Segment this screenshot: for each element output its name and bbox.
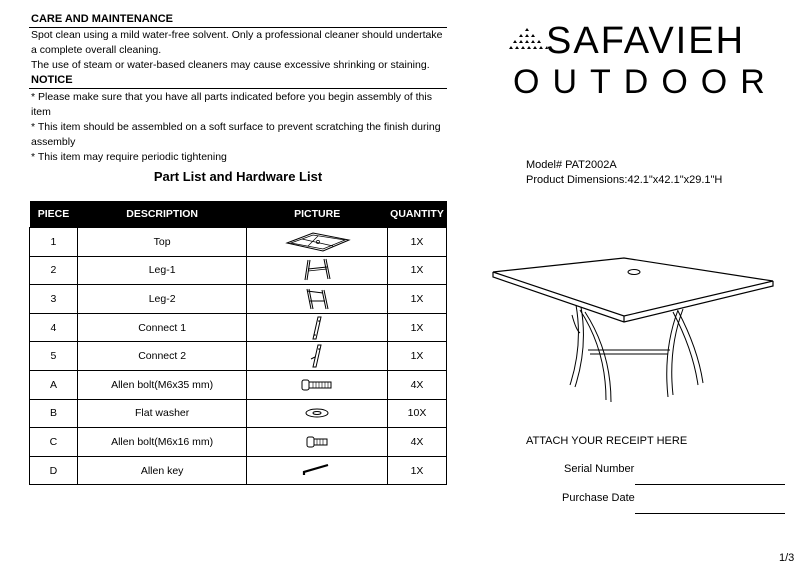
picture-cell xyxy=(247,256,388,285)
table-row xyxy=(30,285,447,314)
description-cell: Allen bolt(M6x16 mm) xyxy=(77,428,246,457)
piece-cell: D xyxy=(30,456,78,485)
care-text xyxy=(31,28,442,73)
notice-title: NOTICE xyxy=(31,74,73,86)
header-quantity: QUANTITY xyxy=(387,201,446,228)
washer-icon xyxy=(303,407,331,419)
description-cell: Top xyxy=(77,228,246,257)
brand-subtitle: OUTDOOR xyxy=(513,63,778,101)
care-line: The use of steam or water-based cleaners may cause excessive shrinking or staining. xyxy=(31,59,430,71)
picture-cell xyxy=(247,399,388,428)
picture-cell xyxy=(247,456,388,485)
notice-line: * This item may require periodic tightening xyxy=(31,151,227,163)
piece-cell: A xyxy=(30,370,78,399)
quantity-cell: 1X xyxy=(387,285,446,314)
description-cell: Flat washer xyxy=(77,399,246,428)
description-cell: Leg-2 xyxy=(77,285,246,314)
piece-cell: 2 xyxy=(30,256,78,285)
connect-2-icon xyxy=(307,343,327,369)
description-cell: Connect 2 xyxy=(77,342,246,371)
description-cell: Connect 1 xyxy=(77,313,246,342)
table-row xyxy=(30,370,447,399)
parts-title: Part List and Hardware List xyxy=(153,169,323,184)
brand-name: SAFAVIEH xyxy=(546,20,746,62)
picture-cell xyxy=(247,313,388,342)
picture-cell xyxy=(247,228,388,257)
connect-1-icon xyxy=(307,315,327,341)
notice-line: assembly xyxy=(31,136,76,148)
leg-1-icon xyxy=(302,257,332,283)
piece-cell: 1 xyxy=(30,228,78,257)
table-row xyxy=(30,228,447,257)
piece-cell: 3 xyxy=(30,285,78,314)
notice-text xyxy=(31,90,447,165)
table-row xyxy=(30,399,447,428)
receipt-title: ATTACH YOUR RECEIPT HERE xyxy=(526,435,688,447)
quantity-cell: 1X xyxy=(387,456,446,485)
table-top-icon xyxy=(277,231,357,253)
quantity-cell: 4X xyxy=(387,428,446,457)
piece-cell: 4 xyxy=(30,313,78,342)
serial-number-label: Serial Number xyxy=(564,463,635,475)
quantity-cell: 1X xyxy=(387,313,446,342)
care-line: Spot clean using a mild water-free solvent. Only a professional cleaner should undertake xyxy=(31,29,443,41)
quantity-cell: 1X xyxy=(387,256,446,285)
notice-rule xyxy=(29,88,447,89)
table-row xyxy=(30,256,447,285)
picture-cell xyxy=(247,370,388,399)
quantity-cell: 1X xyxy=(387,228,446,257)
piece-cell: B xyxy=(30,399,78,428)
header-picture: PICTURE xyxy=(247,201,388,228)
piece-cell: C xyxy=(30,428,78,457)
table-header-row xyxy=(30,201,447,228)
table-row xyxy=(30,342,447,371)
table-illustration xyxy=(488,255,778,415)
piece-cell: 5 xyxy=(30,342,78,371)
header-description: DESCRIPTION xyxy=(77,201,246,228)
serial-number-field[interactable] xyxy=(635,484,785,485)
picture-cell xyxy=(247,342,388,371)
description-cell: Allen bolt(M6x35 mm) xyxy=(77,370,246,399)
notice-line: * Please make sure that you have all parts indicated before you begin assembly of this xyxy=(31,91,432,103)
notice-line: item xyxy=(31,106,51,118)
picture-cell xyxy=(247,428,388,457)
header-piece: PIECE xyxy=(30,201,78,228)
allen-key-icon xyxy=(300,461,334,481)
picture-cell xyxy=(247,285,388,314)
care-title: CARE AND MAINTENANCE xyxy=(31,13,173,25)
notice-line: * This item should be assembled on a soft surface to prevent scratching the finish during xyxy=(31,121,441,133)
quantity-cell: 1X xyxy=(387,342,446,371)
care-line: a complete overall cleaning. xyxy=(31,44,162,56)
short-bolt-icon xyxy=(303,435,331,449)
page-number: 1/3 xyxy=(779,552,795,564)
long-bolt-icon xyxy=(300,378,334,392)
leg-2-icon xyxy=(302,286,332,312)
table-row xyxy=(30,313,447,342)
model-number: Model# PAT2002A xyxy=(526,159,617,171)
quantity-cell: 10X xyxy=(387,399,446,428)
product-dimensions: Product Dimensions:42.1"x42.1"x29.1"H xyxy=(526,174,723,186)
model-info xyxy=(526,158,722,188)
description-cell: Allen key xyxy=(77,456,246,485)
description-cell: Leg-1 xyxy=(77,256,246,285)
purchase-date-field[interactable] xyxy=(635,513,785,514)
brand-mark-icon xyxy=(508,26,548,62)
purchase-date-label: Purchase Date xyxy=(562,492,635,504)
parts-table xyxy=(29,201,447,485)
table-row xyxy=(30,456,447,485)
quantity-cell: 4X xyxy=(387,370,446,399)
table-row xyxy=(30,428,447,457)
